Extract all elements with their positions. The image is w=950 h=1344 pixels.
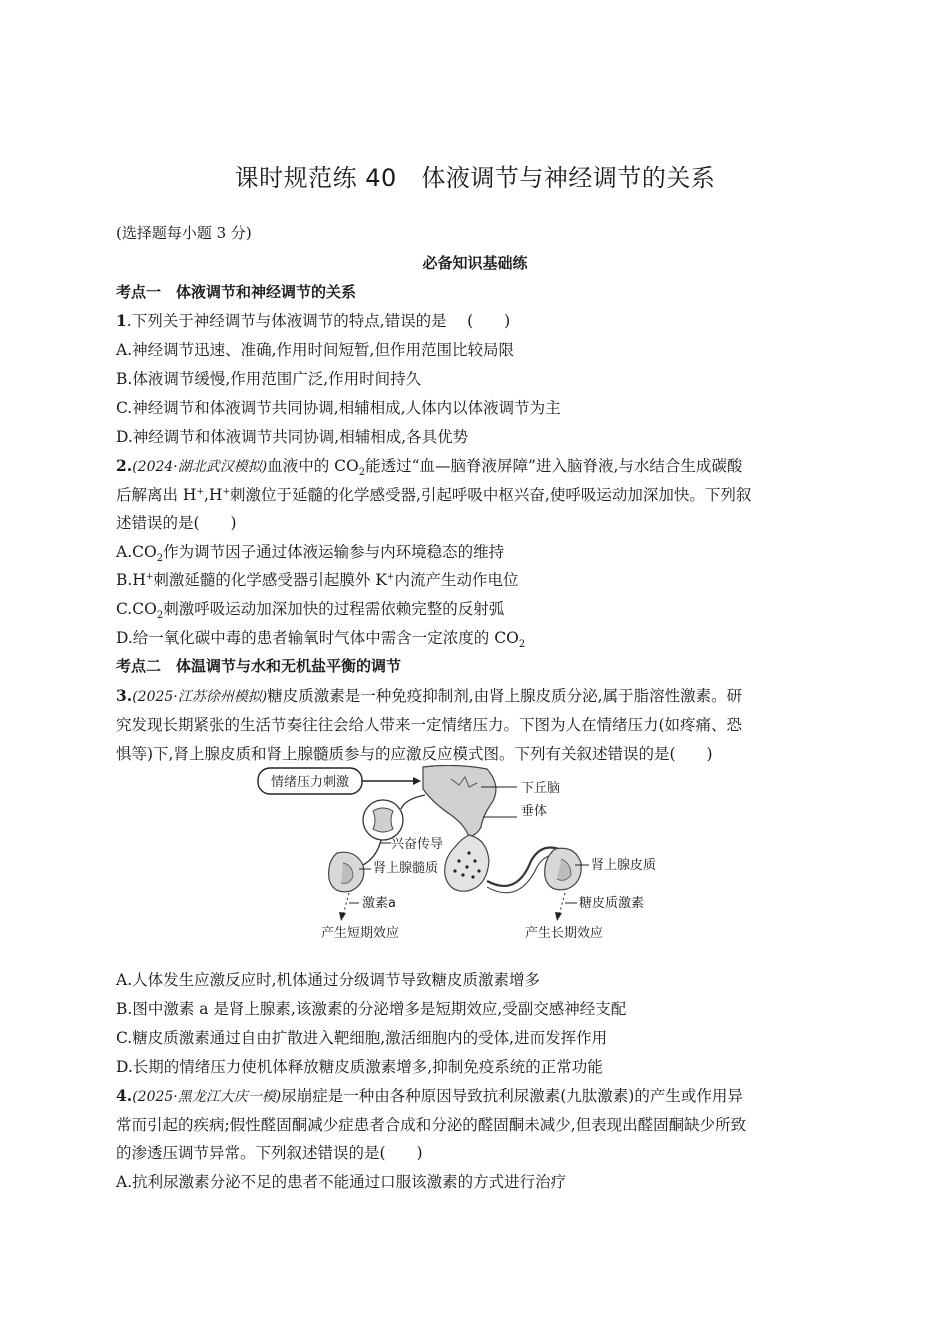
question-1-option-b: B.体液调节缓慢,作用范围广泛,作用时间持久 xyxy=(116,370,422,388)
question-1-option-d: D.神经调节和体液调节共同协调,相辅相成,各具优势 xyxy=(116,428,469,446)
label-pituitary: 垂体 xyxy=(521,804,548,819)
question-3-stem-line-2: 究发现长期紧张的生活节奏往往会给人带来一定情绪压力。下图为人在情绪压力(如疼痛、恐 xyxy=(116,716,743,734)
question-source: (2025·黑龙江大庆一模) xyxy=(132,1089,282,1105)
question-3-stem-line-1: 3.(2025·江苏徐州模拟)糖皮质激素是一种免疫抑制剂,由肾上腺皮质分泌,属于脂溶性激素。研 xyxy=(116,686,743,705)
score-note: (选择题每小题 3 分) xyxy=(116,224,252,242)
pituitary-shape xyxy=(445,835,489,891)
label-medulla: 肾上腺髓质 xyxy=(373,861,439,876)
question-2-option-b: B.H+刺激延髓的化学感受器引起膜外 K+内流产生动作电位 xyxy=(116,571,519,589)
question-3-stem-line-3: 惧等)下,肾上腺皮质和肾上腺髓质参与的应激反应模式图。下列有关叙述错误的是( ) xyxy=(116,745,713,763)
label-short-term: 产生短期效应 xyxy=(321,926,400,941)
nerve-brain-cord xyxy=(401,795,425,809)
question-number: 1 xyxy=(116,311,127,330)
question-number: 4 xyxy=(116,1086,127,1105)
question-4-option-a: A.抗利尿激素分泌不足的患者不能通过口服该激素的方式进行治疗 xyxy=(116,1173,567,1191)
question-1-option-a: A.神经调节迅速、准确,作用时间短暂,但作用范围比较局限 xyxy=(116,341,514,359)
question-3-option-d: D.长期的情绪压力使机体释放糖皮质激素增多,抑制免疫系统的正常功能 xyxy=(116,1058,603,1076)
question-1-option-c: C.神经调节和体液调节共同协调,相辅相成,人体内以体液调节为主 xyxy=(116,399,561,417)
question-1-stem xyxy=(116,309,510,331)
page-title: 课时规范练 40 体液调节与神经调节的关系 xyxy=(234,164,716,192)
question-source: (2024·湖北武汉模拟) xyxy=(132,459,268,475)
arrow-head xyxy=(413,777,421,785)
label-conduction: 兴奋传导 xyxy=(391,837,444,852)
question-3-option-b: B.图中激素 a 是肾上腺素,该激素的分泌增多是短期效应,受副交感神经支配 xyxy=(116,1000,627,1018)
question-2-option-d: D.给一氧化碳中毒的患者输氧时气体中需含一定浓度的 $CO_2$ xyxy=(116,629,526,651)
question-number: 2 xyxy=(116,456,127,475)
hypothalamus-shape xyxy=(423,765,496,837)
knowledge-point-2: 考点二 体温调节与水和无机盐平衡的调节 xyxy=(116,657,402,675)
label-cortex: 肾上腺皮质 xyxy=(591,858,657,873)
stress-response-diagram xyxy=(255,765,675,945)
question-3-option-c: C.糖皮质激素通过自由扩散进入靶细胞,激活细胞内的受体,进而发挥作用 xyxy=(116,1029,608,1047)
question-number: 3 xyxy=(116,686,127,705)
question-2-stem-line-2: 后解离出 H+,H+刺激位于延髓的化学感受器,引起呼吸中枢兴奋,使呼吸运动加深加快。下列叙 xyxy=(116,486,752,504)
knowledge-point-1: 考点一 体液调节和神经调节的关系 xyxy=(116,283,357,301)
question-text: .下列关于神经调节与体液调节的特点,错误的是 ( ) xyxy=(126,312,511,330)
question-4-stem-line-1: 4.(2025·黑龙江大庆一模)尿崩症是一种由各种原因导致抗利尿激素(九肽激素)的产生或作用异 xyxy=(116,1086,743,1105)
label-glucocorticoid: 糖皮质激素 xyxy=(579,896,645,911)
question-4-stem-line-2: 常而引起的疾病;假性醛固酮减少症患者合成和分泌的醛固酮未减少,但表现出醛固酮缺少所致 xyxy=(116,1116,747,1134)
glucocorticoid-arrow xyxy=(559,893,565,915)
question-2-option-c: $C.CO_2$刺激呼吸运动加深加快的过程需依赖完整的反射弧 xyxy=(116,600,505,622)
question-2-stem-line-1: 2.(2024·湖北武汉模拟)血液中的 $CO_2$能透过“血—脑脊液屏障”进入脑脊液,与水结合生成碳酸 xyxy=(116,456,743,479)
question-source: (2025·江苏徐州模拟) xyxy=(132,689,268,705)
label-hypothalamus: 下丘脑 xyxy=(521,781,561,796)
question-3-option-a: A.人体发生应激反应时,机体通过分级调节导致糖皮质激素增多 xyxy=(116,971,541,989)
hormone-a-arrow xyxy=(343,893,349,915)
label-long-term: 产生长期效应 xyxy=(525,926,604,941)
label-stimulus: 情绪压力刺激 xyxy=(270,775,350,790)
question-2-stem-line-3: 述错误的是( ) xyxy=(116,514,237,532)
question-4-stem-line-3: 的渗透压调节异常。下列叙述错误的是( ) xyxy=(116,1144,423,1162)
question-2-option-a: $A.CO_2$作为调节因子通过体液运输参与内环境稳态的维持 xyxy=(116,543,505,565)
section-heading: 必备知识基础练 xyxy=(422,254,528,272)
label-hormone-a: 激素a xyxy=(362,896,396,911)
